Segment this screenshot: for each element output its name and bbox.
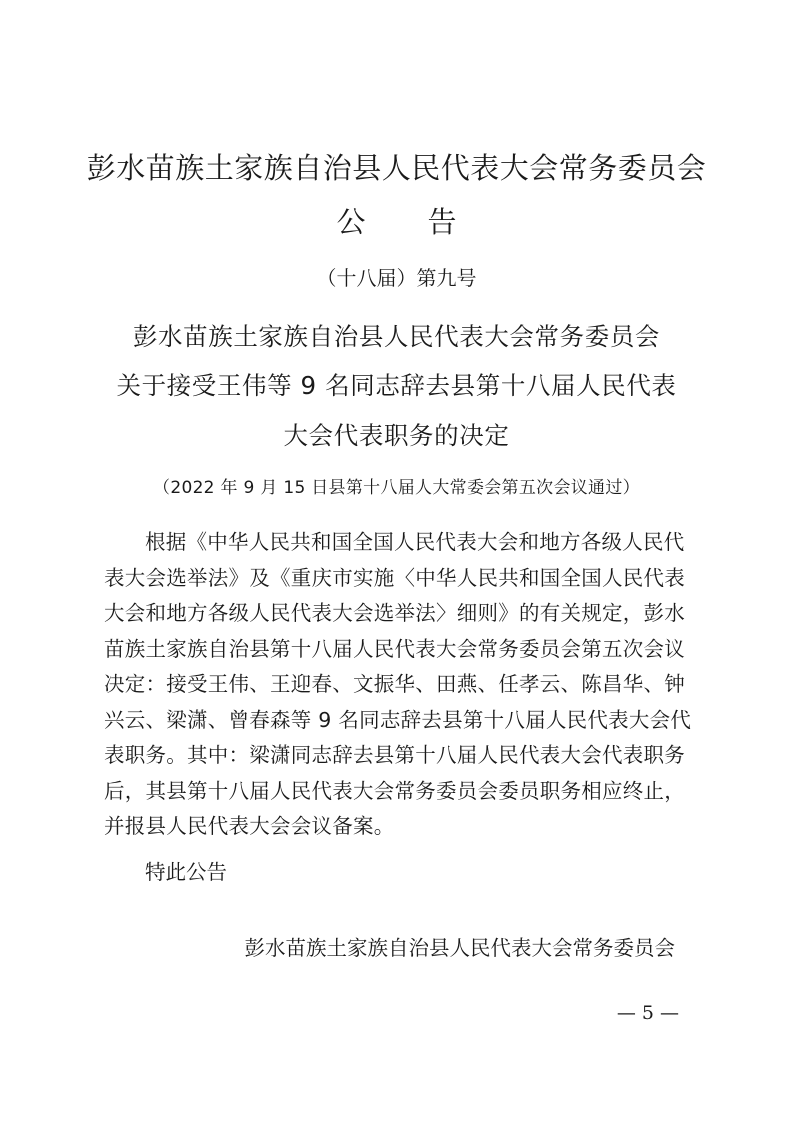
body-line: 并报县人民代表大会会议备案。 — [104, 814, 395, 838]
body-line: 大会和地方各级人民代表大会选举法〉细则》的有关规定，彭水 — [104, 601, 685, 625]
document-type-heading — [0, 200, 793, 241]
document-number: （十八届）第九号 — [316, 266, 477, 290]
decision-title-line-3: 大会代表职务的决定 — [283, 421, 510, 450]
closing-phrase: 特此公告 — [145, 860, 227, 884]
adoption-note: （2022 年 9 月 15 日县第十八届人大常委会第五次会议通过） — [153, 478, 640, 498]
issuer-heading: 彭水苗族土家族自治县人民代表大会常务委员会 — [86, 151, 707, 185]
document-type-char-1: 公 — [336, 205, 366, 239]
body-line: 苗族土家族自治县第十八届人民代表大会常务委员会第五次会议 — [104, 636, 685, 661]
body-line: 兴云、梁潇、曾春森等 9 名同志辞去县第十八届人民代表大会代 — [104, 707, 692, 732]
signature-issuer: 彭水苗族土家族自治县人民代表大会常务委员会 — [244, 936, 675, 960]
body-paragraph — [104, 525, 694, 845]
decision-title-line-1: 彭水苗族土家族自治县人民代表大会常务委员会 — [132, 322, 661, 351]
body-line: 后，其县第十八届人民代表大会常务委员会委员职务相应终止， — [104, 778, 685, 803]
body-line: 表职务。其中：梁潇同志辞去县第十八届人民代表大会代表职务 — [104, 743, 685, 767]
page-number: — 5 — — [616, 1002, 679, 1024]
body-line: 表大会选举法》及《重庆市实施〈中华人民共和国全国人民代表 — [104, 565, 685, 590]
body-line: 根据《中华人民共和国全国人民代表大会和地方各级人民代 — [145, 530, 685, 554]
body-line: 决定：接受王伟、王迎春、文振华、田燕、任孝云、陈昌华、钟 — [104, 672, 685, 696]
document-type-char-2: 告 — [427, 205, 457, 239]
decision-title-line-2: 关于接受王伟等 9 名同志辞去县第十八届人民代表 — [116, 371, 677, 400]
